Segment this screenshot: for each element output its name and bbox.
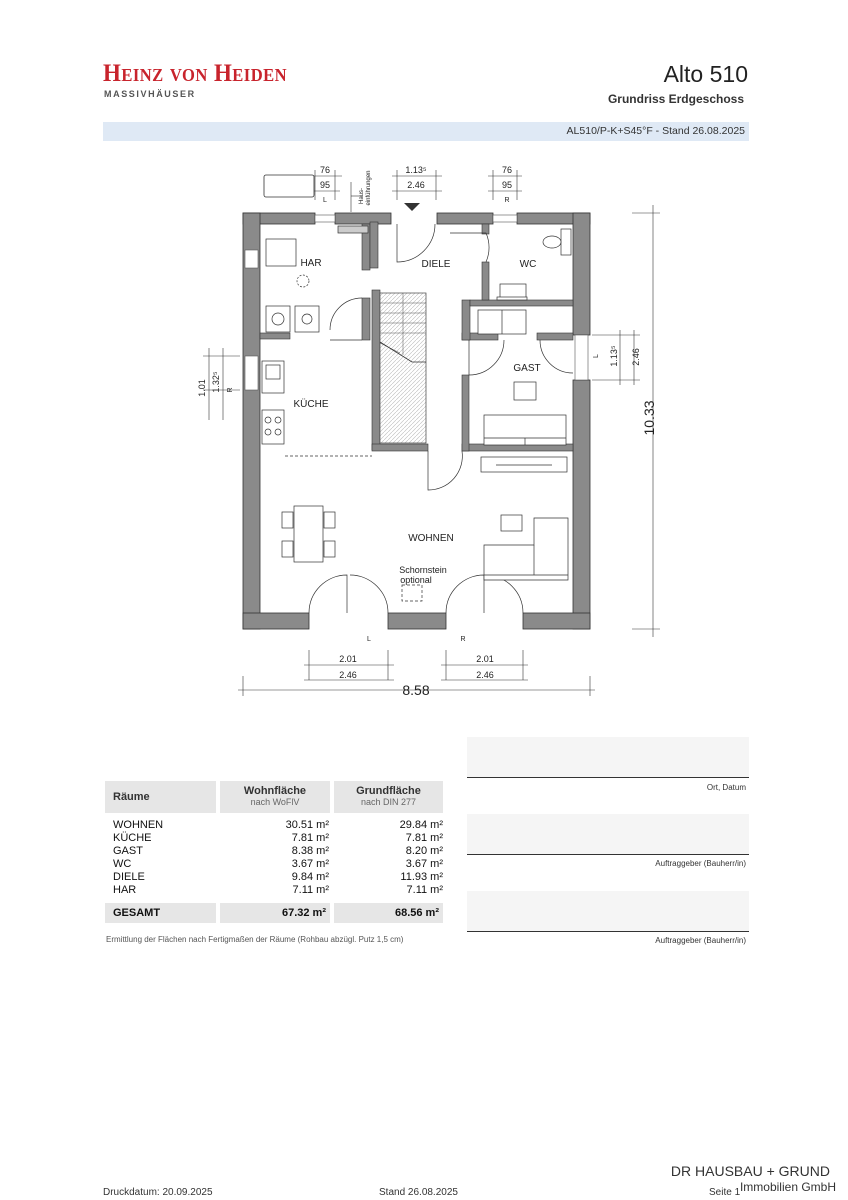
- signature-box-client-1[interactable]: [467, 814, 749, 855]
- signature-box-place-date[interactable]: [467, 737, 749, 778]
- print-date: Druckdatum: 20.09.2025: [103, 1187, 213, 1198]
- signature-label-client-2: Auftraggeber (Bauherr/in): [655, 936, 746, 945]
- dim-bottom-right-b: 2.46: [476, 670, 494, 680]
- row-name: WC: [113, 858, 132, 870]
- header-wohnflaeche-sub: nach WoFlV: [250, 797, 300, 807]
- table-row: [113, 858, 443, 871]
- table-total-grundflaeche-cell: [334, 903, 443, 923]
- company-logo-subtitle: MASSIVHÄUSER: [104, 89, 196, 99]
- room-har: HAR: [300, 258, 322, 269]
- dim-top-left-side: L: [323, 197, 327, 204]
- table-header-grundflaeche: [334, 781, 443, 813]
- dim-left-a: 1.01: [197, 379, 207, 397]
- table-row: [113, 871, 443, 884]
- row-name: KÜCHE: [113, 832, 152, 844]
- table-row: [113, 845, 443, 858]
- row-name: WOHNEN: [113, 819, 164, 831]
- row-grundflaeche: 11.93 m²: [400, 871, 443, 883]
- dim-top-right-a: 76: [501, 165, 513, 175]
- row-grundflaeche: 8.20 m²: [405, 845, 443, 857]
- dim-top-mid-b: 2.46: [407, 180, 425, 190]
- room-diele: DIELE: [421, 259, 451, 270]
- dim-top-right-side: R: [504, 197, 510, 204]
- dim-right-side: L: [593, 354, 600, 358]
- page-number: Seite 1: [709, 1187, 741, 1198]
- row-grundflaeche: 3.67 m²: [405, 858, 443, 870]
- table-header-wohnflaeche: [220, 781, 330, 813]
- row-grundflaeche: 7.81 m²: [405, 832, 443, 844]
- total-grundflaeche: 68.56 m²: [394, 907, 439, 919]
- header-wohnflaeche-label: Wohnfläche: [243, 785, 307, 797]
- row-wohnflaeche: 7.11 m²: [292, 884, 329, 896]
- dim-bottom-right-side: R: [460, 636, 466, 643]
- company-name: DR HAUSBAU + GRUND: [670, 1163, 830, 1179]
- table-row: [113, 884, 443, 897]
- table-total-label-cell: [105, 903, 216, 923]
- row-wohnflaeche: 3.67 m²: [291, 858, 329, 870]
- company-name-line-2: Immobilien GmbH: [739, 1180, 836, 1194]
- dim-bottom-left-side: L: [367, 636, 371, 643]
- dim-bottom-left-b: 2.46: [339, 670, 357, 680]
- room-kueche: KÜCHE: [293, 399, 329, 410]
- dim-right-b: 2.46: [631, 348, 641, 366]
- dim-right-a: 1.13⁵: [609, 345, 619, 367]
- row-name: DIELE: [113, 871, 145, 883]
- document-subtitle: Grundriss Erdgeschoss: [607, 92, 744, 106]
- row-grundflaeche: 29.84 m²: [399, 819, 443, 831]
- dim-top-left-a: 76: [319, 165, 331, 175]
- room-wc: WC: [519, 259, 537, 270]
- dim-bottom-left-a: 2.01: [339, 654, 357, 664]
- dim-bottom-right-a: 2.01: [476, 654, 494, 664]
- row-wohnflaeche: 7.81 m²: [291, 832, 329, 844]
- table-total-wohnflaeche-cell: [220, 903, 330, 923]
- row-name: GAST: [113, 845, 143, 857]
- staircase: [380, 293, 426, 443]
- dim-haus-1: Haus-: [359, 187, 365, 205]
- row-wohnflaeche: 8.38 m²: [291, 845, 329, 857]
- signature-box-client-2[interactable]: [467, 891, 749, 932]
- room-gast: GAST: [513, 363, 541, 374]
- table-header-rooms: [105, 781, 216, 813]
- room-wohnen: WOHNEN: [408, 533, 454, 544]
- header-grundflaeche-sub: nach DIN 277: [360, 797, 417, 807]
- row-wohnflaeche: 9.84 m²: [291, 871, 329, 883]
- entrance-arrow: [404, 203, 420, 211]
- row-wohnflaeche: 30.51 m²: [285, 819, 329, 831]
- table-footnote: Ermittlung der Flächen nach Fertigmaßen der Räume (Rohbau abzügl. Putz 1,5 cm): [106, 935, 404, 944]
- chimney-label: Schornstein: [399, 565, 447, 575]
- plan-code: AL510/P-K+S45°F - Stand 26.08.2025: [566, 125, 745, 137]
- total-wohnflaeche: 67.32 m²: [281, 907, 326, 919]
- total-label: GESAMT: [113, 907, 161, 919]
- dim-top-mid-a: 1.13⁵: [405, 165, 427, 175]
- dim-total-height: 10.33: [641, 400, 657, 436]
- dim-left-side: R: [227, 387, 234, 393]
- document-title: Alto 510: [663, 61, 748, 87]
- dim-top-left-b: 95: [319, 180, 331, 190]
- header-grundflaeche-label: Grundfläche: [356, 785, 421, 797]
- header-rooms-label: Räume: [113, 791, 150, 803]
- dim-total-width: 8.58: [402, 682, 430, 698]
- chimney-optional-label: optional: [400, 575, 432, 585]
- company-logo: Heinz von Heiden: [103, 60, 288, 87]
- dim-haus-2: einführungen: [366, 170, 372, 206]
- dim-top-right-b: 95: [501, 180, 513, 190]
- table-row: [113, 819, 443, 832]
- signature-label-place-date: Ort, Datum: [706, 783, 746, 792]
- window-sketch: [264, 175, 314, 197]
- footer-stand: Stand 26.08.2025: [379, 1187, 458, 1198]
- table-row: [113, 832, 443, 845]
- row-grundflaeche: 7.11 m²: [406, 884, 443, 896]
- row-name: HAR: [113, 884, 137, 896]
- dim-left-b: 1.32⁵: [211, 371, 221, 393]
- signature-label-client-1: Auftraggeber (Bauherr/in): [655, 859, 746, 868]
